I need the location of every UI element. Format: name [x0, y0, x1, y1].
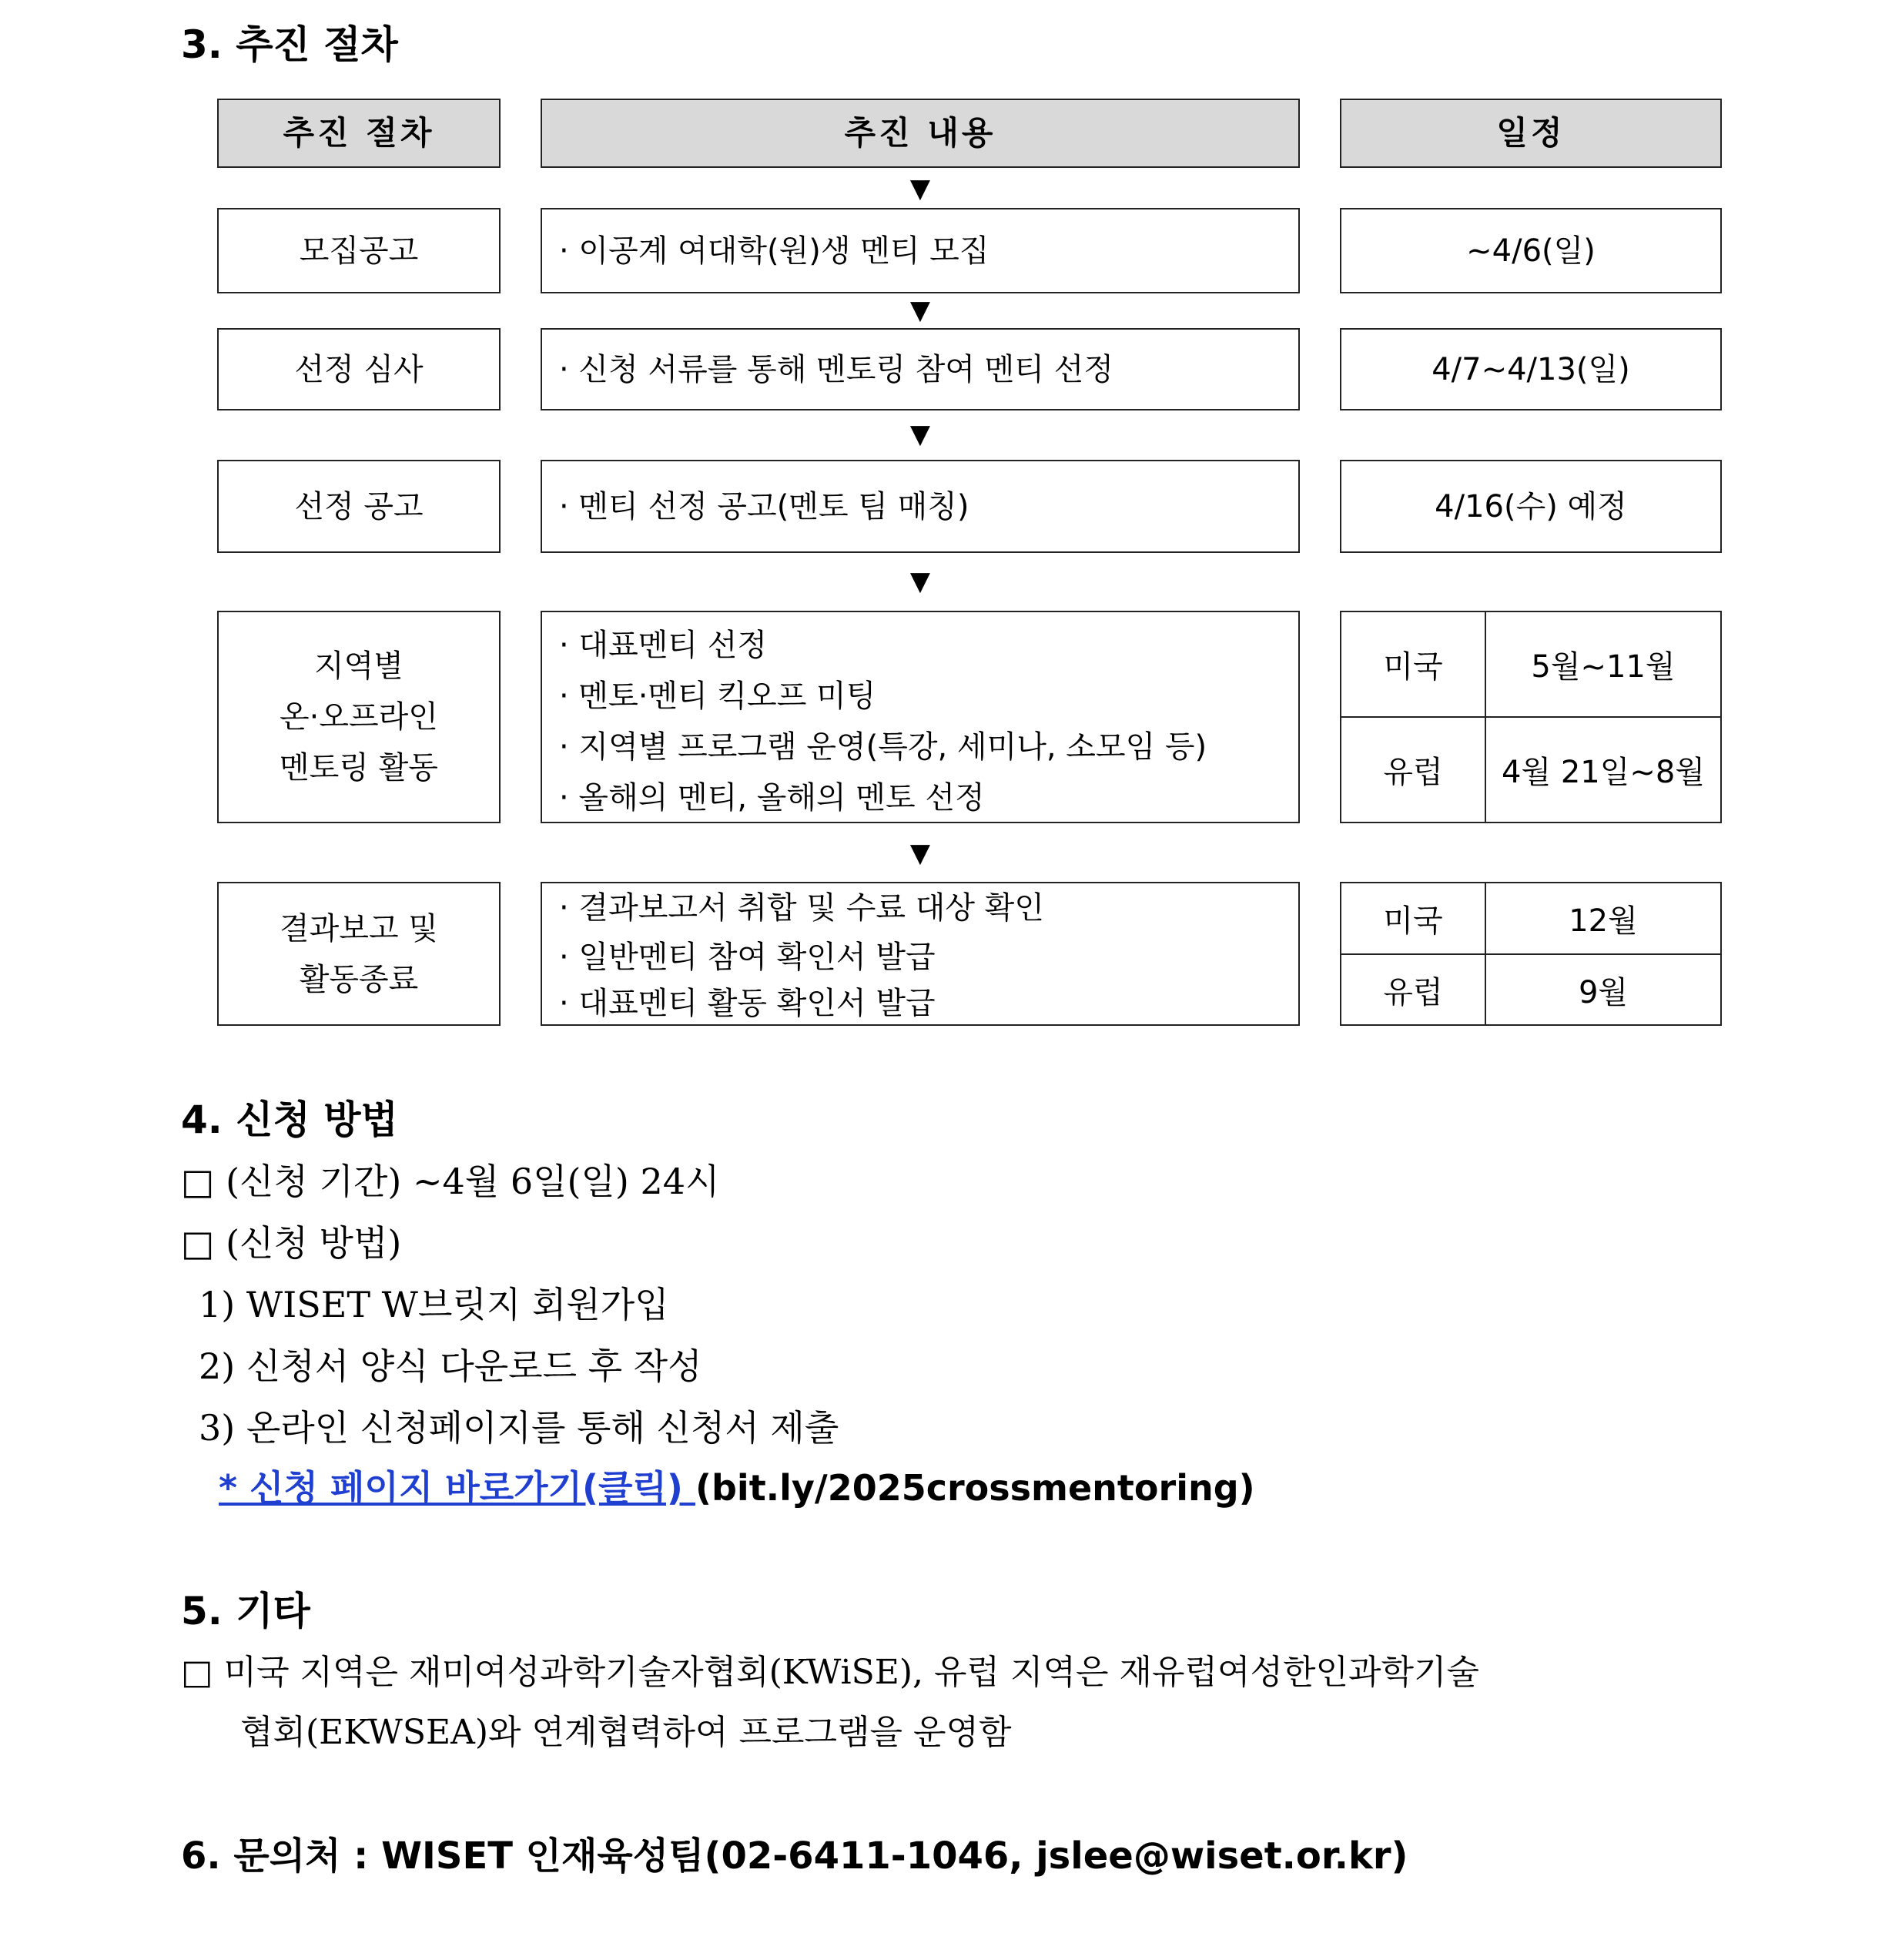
- col-header-content: 추진 내용: [541, 99, 1300, 168]
- apply-method: □ (신청 방법): [181, 1222, 402, 1264]
- period-eu: 4월 21일~8월: [1502, 755, 1705, 790]
- flow-arrow-1: ▼: [909, 173, 931, 204]
- schedule-recruit: ~4/6(일): [1340, 208, 1722, 293]
- section-3-heading: 3. 추진 절차: [181, 22, 398, 67]
- content-review: · 신청 서류를 통해 멘토링 참여 멘티 선정: [541, 328, 1300, 410]
- period-us: 12월: [1486, 883, 1720, 955]
- apply-link-url: (bit.ly/2025crossmentoring): [695, 1467, 1255, 1509]
- etc-line-1: □ 미국 지역은 재미여성과학기술자협회(KWiSE), 유럽 지역은 재유럽여성한인과학기술: [181, 1653, 1480, 1692]
- flow-arrow-4: ▼: [909, 566, 931, 597]
- schedule-review: 4/7~4/13(일): [1340, 328, 1722, 410]
- schedule-activity: [1340, 611, 1722, 823]
- step-announce: 선정 공고: [217, 460, 501, 553]
- schedule-closing: [1340, 882, 1722, 1026]
- col-header-schedule: 일정: [1340, 99, 1722, 168]
- flow-arrow-3: ▼: [909, 419, 931, 450]
- apply-period: □ (신청 기간) ∼4월 6일(일) 24시: [181, 1161, 720, 1202]
- period-eu: 9월: [1578, 974, 1629, 1010]
- apply-page-link[interactable]: * 신청 페이지 바로가기(클릭): [219, 1467, 695, 1509]
- step-review: 선정 심사: [217, 328, 501, 410]
- content-activity: [541, 611, 1300, 823]
- etc-line-2: 협회(EKWSEA)와 연계협력하여 프로그램을 운영함: [240, 1713, 1012, 1752]
- flow-arrow-5: ▼: [909, 838, 931, 869]
- region-us: 미국: [1341, 883, 1486, 955]
- region-us: 미국: [1341, 612, 1486, 718]
- apply-step: 2) 신청서 양식 다운로드 후 작성: [199, 1345, 702, 1387]
- content-closing-item: · 결과보고서 취합 및 수료 대상 확인: [559, 890, 1044, 926]
- content-activity-item: · 멘토·멘티 킥오프 미팅: [559, 678, 876, 714]
- step-closing-line: 결과보고 및: [280, 910, 438, 946]
- section-5-heading: 5. 기타: [181, 1589, 310, 1633]
- step-activity-line: 지역별: [314, 648, 404, 684]
- apply-step: 1) WISET W브릿지 회원가입: [199, 1284, 669, 1325]
- section-4-heading: 4. 신청 방법: [181, 1097, 398, 1142]
- content-closing-item: · 일반멘티 참여 확인서 발급: [559, 940, 936, 975]
- content-activity-item: · 대표멘티 선정: [559, 628, 767, 663]
- content-activity-item: · 올해의 멘티, 올해의 멘토 선정: [559, 780, 985, 816]
- apply-link-line: [219, 1465, 1255, 1511]
- content-recruit: · 이공계 여대학(원)생 멘티 모집: [541, 208, 1300, 293]
- step-recruit: 모집공고: [217, 208, 501, 293]
- step-activity: [217, 611, 501, 823]
- section-6-contact: 6. 문의처 : WISET 인재육성팀(02-6411-1046, jslee@wiset.or.kr): [181, 1834, 1408, 1878]
- step-activity-line: 온·오프라인: [280, 699, 438, 735]
- region-eu: 유럽: [1341, 718, 1486, 822]
- period-us: 5월~11월: [1486, 612, 1720, 718]
- apply-step: 3) 온라인 신청페이지를 통해 신청서 제출: [199, 1407, 839, 1449]
- step-closing-line: 활동종료: [299, 961, 419, 997]
- content-announce: · 멘티 선정 공고(멘토 팀 매칭): [541, 460, 1300, 553]
- flow-arrow-2: ▼: [909, 295, 931, 326]
- schedule-announce: 4/16(수) 예정: [1340, 460, 1722, 553]
- step-activity-line: 멘토링 활동: [280, 750, 438, 786]
- region-eu: 유럽: [1341, 955, 1486, 1024]
- content-closing: [541, 882, 1300, 1026]
- content-closing-item: · 대표멘티 활동 확인서 발급: [559, 986, 936, 1021]
- col-header-step: 추진 절차: [217, 99, 501, 168]
- step-closing: [217, 882, 501, 1026]
- content-activity-item: · 지역별 프로그램 운영(특강, 세미나, 소모임 등): [559, 729, 1207, 765]
